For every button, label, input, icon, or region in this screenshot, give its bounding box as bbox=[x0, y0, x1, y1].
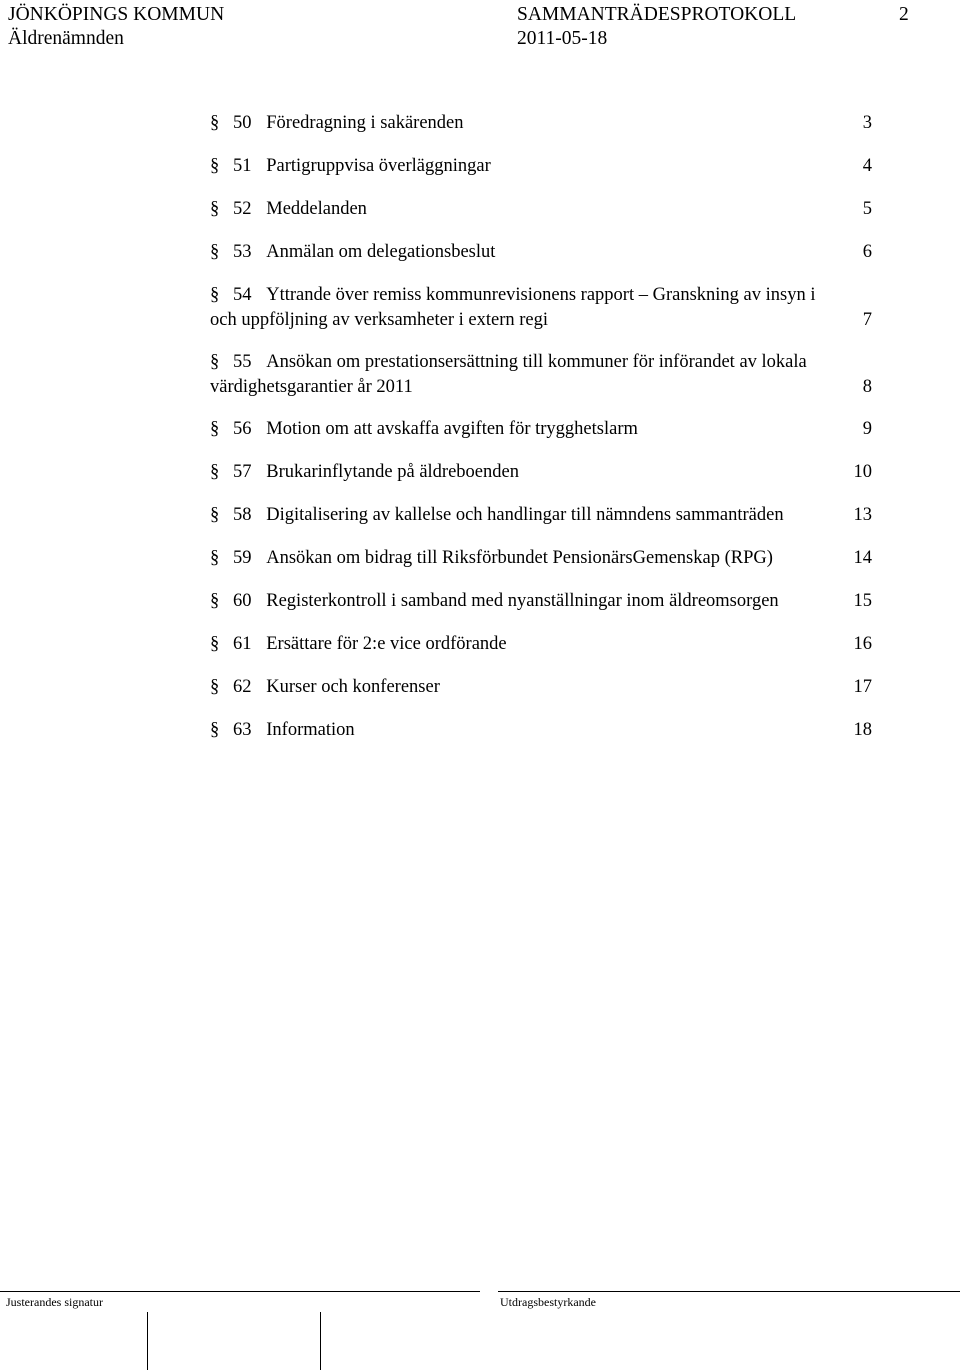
toc-page-number: 3 bbox=[862, 113, 872, 133]
toc-page-number: 5 bbox=[862, 199, 872, 219]
toc-entry-59 bbox=[210, 546, 872, 571]
header-date: 2011-05-18 bbox=[517, 28, 608, 49]
section-sign: § bbox=[210, 548, 220, 568]
section-sign: § bbox=[210, 720, 220, 740]
section-sign: § bbox=[210, 462, 220, 482]
signature-field-divider bbox=[147, 1312, 148, 1370]
toc-page-number: 10 bbox=[853, 462, 872, 482]
toc-title-continued: värdighetsgarantier år 2011 bbox=[210, 377, 413, 397]
header-doc-type: SAMMANTRÄDESPROTOKOLL bbox=[517, 4, 797, 25]
toc-number: 60 bbox=[233, 591, 252, 611]
header-org: JÖNKÖPINGS KOMMUN bbox=[8, 4, 225, 25]
toc-title: Yttrande över remiss kommunrevisionens rapport – Granskning av insyn i bbox=[266, 285, 816, 305]
toc-page-number: 9 bbox=[862, 419, 872, 439]
toc-title-continued: och uppföljning av verksamheter i extern regi bbox=[210, 310, 549, 330]
toc-number: 53 bbox=[233, 242, 252, 262]
toc-number: 63 bbox=[233, 720, 252, 740]
toc-entry-52 bbox=[210, 197, 872, 222]
toc-number: 57 bbox=[233, 462, 252, 482]
section-sign: § bbox=[210, 242, 220, 262]
toc-entry-54 bbox=[210, 283, 872, 333]
footer-divider-right bbox=[498, 1291, 960, 1292]
toc-title: Digitalisering av kallelse och handlingar till nämndens sammanträden bbox=[266, 505, 784, 525]
toc-entry-62 bbox=[210, 675, 872, 700]
toc-number: 52 bbox=[233, 199, 252, 219]
section-sign: § bbox=[210, 199, 220, 219]
toc-entry-51 bbox=[210, 154, 872, 179]
toc-page-number: 8 bbox=[862, 377, 872, 397]
header-page-number: 2 bbox=[899, 4, 909, 25]
signature-field-divider bbox=[320, 1312, 321, 1370]
toc-number: 58 bbox=[233, 505, 252, 525]
section-sign: § bbox=[210, 591, 220, 611]
toc-entry-56 bbox=[210, 417, 872, 442]
toc-number: 59 bbox=[233, 548, 252, 568]
footer-divider-left bbox=[0, 1291, 480, 1292]
toc-title: Partigruppvisa överläggningar bbox=[266, 156, 491, 176]
toc-title: Meddelanden bbox=[266, 199, 367, 219]
toc-title: Ersättare för 2:e vice ordförande bbox=[266, 634, 507, 654]
section-sign: § bbox=[210, 677, 220, 697]
section-sign: § bbox=[210, 285, 220, 305]
toc-page-number: 16 bbox=[853, 634, 872, 654]
toc-entry-55 bbox=[210, 350, 872, 400]
toc-title: Ansökan om prestationsersättning till kommuner för införandet av lokala bbox=[266, 352, 807, 372]
toc-entry-50 bbox=[210, 111, 872, 136]
section-sign: § bbox=[210, 352, 220, 372]
toc-number: 62 bbox=[233, 677, 252, 697]
toc-entry-61 bbox=[210, 632, 872, 657]
toc-title: Kurser och konferenser bbox=[266, 677, 440, 697]
toc-page-number: 18 bbox=[853, 720, 872, 740]
toc-number: 61 bbox=[233, 634, 252, 654]
toc-title: Motion om att avskaffa avgiften för trygghetslarm bbox=[266, 419, 638, 439]
toc-title: Ansökan om bidrag till Riksförbundet PensionärsGemenskap (RPG) bbox=[266, 548, 773, 568]
toc-entry-53 bbox=[210, 240, 872, 265]
section-sign: § bbox=[210, 634, 220, 654]
toc-page-number: 4 bbox=[862, 156, 872, 176]
toc-number: 55 bbox=[233, 352, 252, 372]
toc-title: Föredragning i sakärenden bbox=[266, 113, 464, 133]
toc-page-number: 15 bbox=[853, 591, 872, 611]
section-sign: § bbox=[210, 505, 220, 525]
toc-entry-60 bbox=[210, 589, 872, 614]
section-sign: § bbox=[210, 113, 220, 133]
footer-signature-label: Justerandes signatur bbox=[6, 1295, 103, 1309]
section-sign: § bbox=[210, 419, 220, 439]
toc-number: 50 bbox=[233, 113, 252, 133]
toc-page-number: 17 bbox=[853, 677, 872, 697]
section-sign: § bbox=[210, 156, 220, 176]
footer-extract-label: Utdragsbestyrkande bbox=[500, 1295, 596, 1309]
toc-title: Anmälan om delegationsbeslut bbox=[266, 242, 496, 262]
toc-title: Registerkontroll i samband med nyanställningar inom äldreomsorgen bbox=[266, 591, 779, 611]
toc-title: Brukarinflytande på äldreboenden bbox=[266, 462, 519, 482]
toc-title: Information bbox=[266, 720, 355, 740]
toc-entry-58 bbox=[210, 503, 872, 528]
toc-entry-57 bbox=[210, 460, 872, 485]
toc-page-number: 6 bbox=[862, 242, 872, 262]
toc-number: 54 bbox=[233, 285, 252, 305]
toc-number: 56 bbox=[233, 419, 252, 439]
toc-page-number: 13 bbox=[853, 505, 872, 525]
toc-number: 51 bbox=[233, 156, 252, 176]
header-board: Äldrenämnden bbox=[8, 28, 124, 49]
toc-page-number: 14 bbox=[853, 548, 872, 568]
toc-entry-63 bbox=[210, 718, 872, 743]
toc-page-number: 7 bbox=[862, 310, 872, 330]
